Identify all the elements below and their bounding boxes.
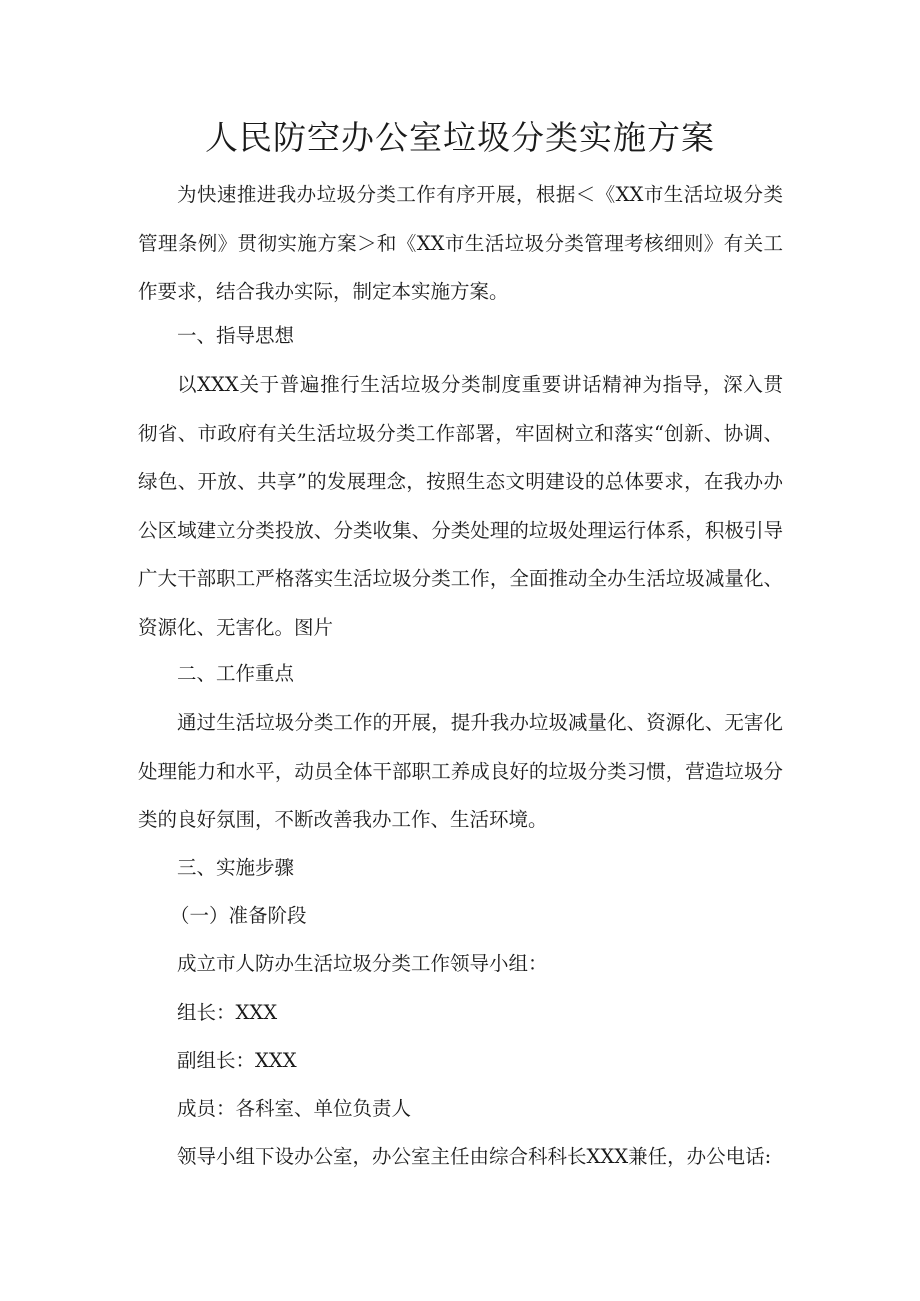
subsection-heading-preparation: （一）准备阶段 <box>170 904 307 927</box>
group-intro-line: 成立市人防办生活垃圾分类工作领导小组： <box>177 952 548 975</box>
members-line: 成员：各科室、单位负责人 <box>177 1097 412 1120</box>
work-focus-paragraph: 通过生活垃圾分类工作的开展，提升我办垃圾减量化、资源化、无害化处理能力和水平，动员全体干部职工养成良好的垃圾分类习惯，营造垃圾分类的良好氛围，不断改善我办工作、生活环境。 <box>138 711 783 832</box>
section-heading-implementation-steps: 三、实施步骤 <box>177 856 295 879</box>
document-title: 人民防空办公室垃圾分类实施方案 <box>205 118 715 157</box>
guiding-ideology-paragraph: 以XXX关于普遍推行生活垃圾分类制度重要讲话精神为指导，深入贯彻省、市政府有关生活垃圾分类工作部署，牢固树立和落实“创新、协调、绿色、开放、共享”的发展理念，按照生态文明建设的总体要求，在我办办公区域建立分类投放、分类收集、分类处理的垃圾处理运行体系，积极引导广大干部职工严格落实生活垃圾分类工作，全面推动全办生活垃圾减量化、资源化、无害化。图片 <box>138 373 783 639</box>
intro-paragraph: 为快速推进我办垃圾分类工作有序开展，根据＜《XX市生活垃圾分类管理条例》贯彻实施方案＞和《XX市生活垃圾分类管理考核细则》有关工作要求，结合我办实际，制定本实施方案。 <box>138 183 783 304</box>
leader-line: 组长：XXX <box>177 1001 278 1024</box>
office-line: 领导小组下设办公室，办公室主任由综合科科长XXX兼任，办公电话: <box>177 1145 772 1168</box>
section-heading-work-focus: 二、工作重点 <box>177 662 295 685</box>
section-heading-guiding-ideology: 一、指导思想 <box>177 324 295 347</box>
deputy-leader-line: 副组长：XXX <box>177 1049 297 1072</box>
